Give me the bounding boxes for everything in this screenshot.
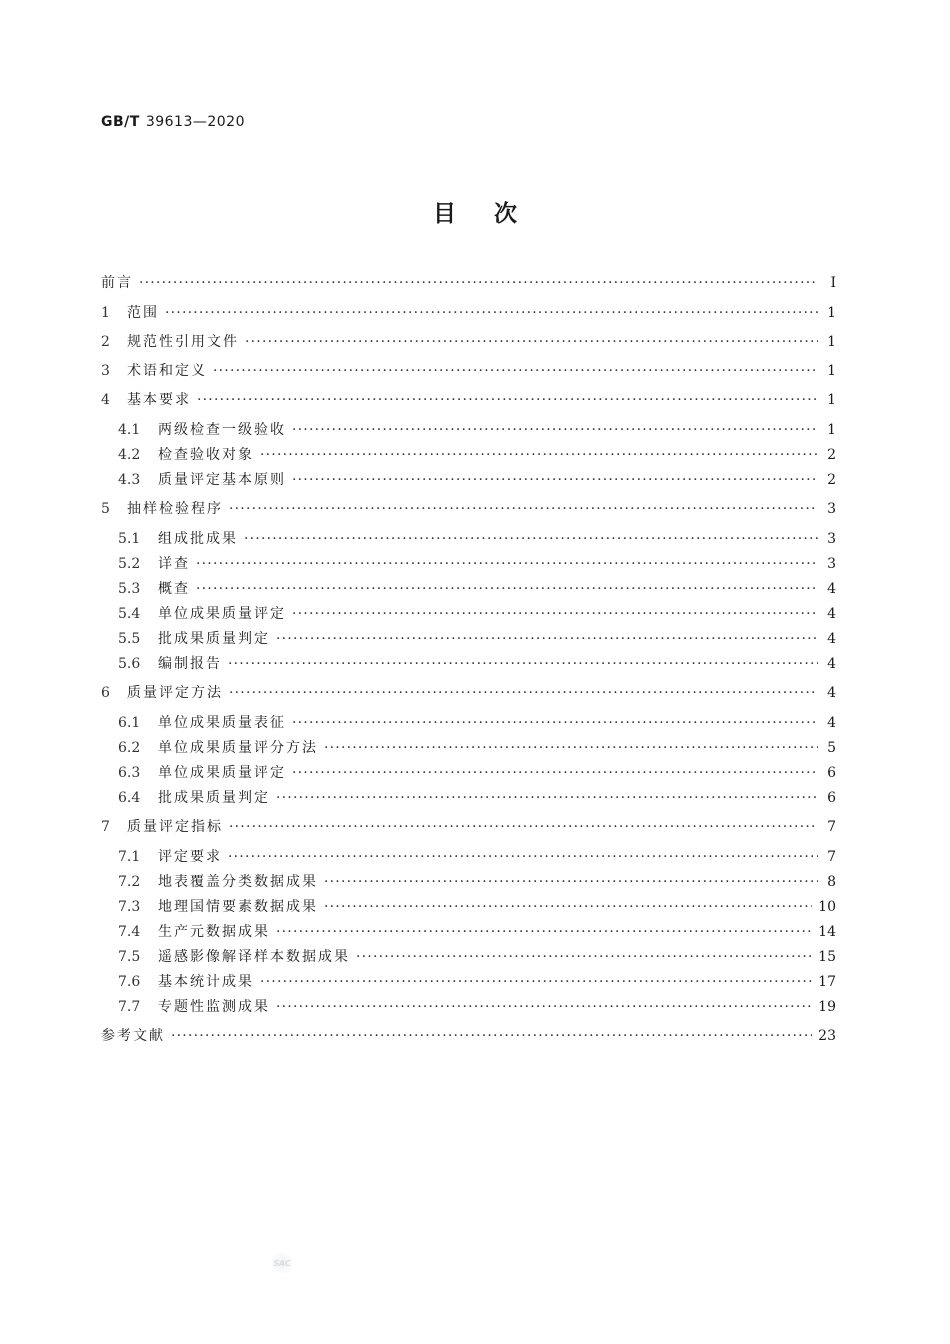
toc-entry-number: 4.2 [118,447,141,463]
toc-entry-label: 抽样检验程序 [127,501,223,517]
toc-entry-number: 5.3 [118,581,141,597]
toc-entry-page: 1 [818,302,836,324]
toc-entry-number: 5.5 [118,631,141,647]
toc-entry-label: 组成批成果 [158,531,238,547]
toc-entry[interactable] [118,846,836,868]
toc-entry[interactable] [118,762,836,784]
toc-entry-label: 规范性引用文件 [127,334,239,350]
toc-entry-number: 7.5 [118,949,141,965]
toc-entry-label: 生产元数据成果 [158,924,270,940]
standard-code [101,114,245,130]
toc-entry-label: 批成果质量判定 [158,631,270,647]
toc-leader-dots [356,946,812,968]
toc-entry-page: 3 [818,528,836,550]
toc-leader-dots [171,1025,812,1047]
toc-entry-number: 6.4 [118,790,141,806]
toc-entry-number: 3 [101,363,110,379]
toc-leader-dots [196,578,818,600]
toc-leader-dots [229,682,818,704]
toc-entry-page: 4 [818,628,836,650]
toc-entry-page: 3 [818,498,836,520]
toc-entry-label: 质量评定指标 [127,819,223,835]
toc-leader-dots [276,628,818,650]
toc-entry-label: 详查 [158,556,190,572]
toc-leader-dots [324,896,812,918]
toc-entry-label: 单位成果质量评定 [158,765,286,781]
toc-entry[interactable] [118,578,836,600]
toc-entry[interactable] [118,946,836,968]
toc-entry-number: 4.3 [118,472,141,488]
toc-leader-dots [292,712,818,734]
toc-entry-label: 地表覆盖分类数据成果 [158,874,318,890]
toc-leader-dots [276,921,812,943]
toc-entry-label: 基本统计成果 [158,974,254,990]
toc-entry-page: 7 [818,816,836,838]
toc-title: 目次 [433,201,555,227]
toc-leader-dots [276,787,818,809]
toc-entry-page: 4 [818,653,836,675]
toc-entry[interactable] [101,498,836,520]
toc-leader-dots [228,846,818,868]
toc-leader-dots [228,653,818,675]
toc-entry-page: 4 [818,712,836,734]
toc-leader-dots [292,469,818,491]
toc-entry[interactable] [118,603,836,625]
toc-entry-page: 23 [812,1025,836,1047]
toc-entry-number: 1 [101,305,110,321]
toc-entry-page: 19 [812,996,836,1018]
toc-entry-label: 单位成果质量评定 [158,606,286,622]
toc-entry-page: 4 [818,682,836,704]
toc-entry-page: 1 [818,419,836,441]
toc-entry-label: 范围 [127,305,159,321]
toc-leader-dots [165,302,818,324]
toc-entry-label: 单位成果质量评分方法 [158,740,318,756]
toc-entry-label: 质量评定方法 [127,685,223,701]
toc-leader-dots [213,360,818,382]
toc-entry-page: 6 [818,762,836,784]
toc-entry-number: 5.4 [118,606,141,622]
toc-entry-number: 5.1 [118,531,141,547]
toc-entry-label: 遥感影像解译样本数据成果 [158,949,350,965]
toc-entry[interactable] [118,712,836,734]
toc-leader-dots [260,444,818,466]
toc-entry[interactable] [101,682,836,704]
toc-entry-number: 6.2 [118,740,141,756]
toc-entry[interactable] [118,628,836,650]
toc-entry-label: 基本要求 [127,392,191,408]
toc-entry-page: 8 [818,871,836,893]
toc-leader-dots [324,871,818,893]
toc-entry-page: 17 [812,971,836,993]
toc-entry-label: 编制报告 [158,656,222,672]
toc-entry-page: 5 [818,737,836,759]
toc-entry-label: 前言 [101,275,133,291]
toc-entry-number: 6.1 [118,715,141,731]
toc-entry-page: 7 [818,846,836,868]
standard-number: 39613—2020 [145,114,245,130]
toc-entry-label: 检查验收对象 [158,447,254,463]
toc-entry-page: 15 [812,946,836,968]
toc-entry-number: 7.1 [118,849,141,865]
toc-entry-number: 5.6 [118,656,141,672]
toc-entry-page: I [818,272,836,294]
toc-entry-number: 7.3 [118,899,141,915]
toc-leader-dots [229,816,818,838]
toc-entry-label: 两级检查一级验收 [158,422,286,438]
toc-leader-dots [292,419,818,441]
toc-entry-page: 1 [818,360,836,382]
toc-leader-dots [244,528,818,550]
toc-entry[interactable] [118,871,836,893]
toc-entry[interactable] [118,528,836,550]
toc-entry[interactable] [118,921,836,943]
toc-entry[interactable] [101,272,836,294]
toc-entry-page: 4 [818,603,836,625]
toc-leader-dots [197,389,818,411]
toc-entry-label: 参考文献 [101,1028,165,1044]
toc-entry-page: 2 [818,469,836,491]
toc-entry[interactable] [118,737,836,759]
toc-entry[interactable] [101,1025,836,1047]
toc-leader-dots [139,272,818,294]
toc-entry-label: 批成果质量判定 [158,790,270,806]
toc-entry[interactable] [118,553,836,575]
toc-entry-number: 7 [101,819,110,835]
toc-entry-label: 单位成果质量表征 [158,715,286,731]
toc-entry[interactable] [118,444,836,466]
toc-entry-label: 地理国情要素数据成果 [158,899,318,915]
toc-entry[interactable] [101,389,836,411]
toc-leader-dots [324,737,818,759]
toc-entry[interactable] [118,971,836,993]
toc-entry-number: 5 [101,501,110,517]
toc-entry-page: 4 [818,578,836,600]
toc-entry-number: 5.2 [118,556,141,572]
toc-entry-number: 4 [101,392,110,408]
toc-entry-number: 7.2 [118,874,141,890]
toc-entry-page: 14 [812,921,836,943]
toc-entry[interactable] [118,787,836,809]
toc-entry-page: 3 [818,553,836,575]
toc-leader-dots [292,603,818,625]
toc-entry[interactable] [118,896,836,918]
toc-leader-dots [292,762,818,784]
toc-leader-dots [276,996,812,1018]
toc-entry-number: 6 [101,685,110,701]
toc-entry-number: 7.6 [118,974,141,990]
toc-entry-label: 专题性监测成果 [158,999,270,1015]
toc-entry[interactable] [118,996,836,1018]
toc-entry-label: 概查 [158,581,190,597]
sac-watermark-logo: SAC [269,1252,295,1274]
toc-entry-number: 7.4 [118,924,141,940]
toc-entry-page: 10 [812,896,836,918]
toc-entry-page: 1 [818,331,836,353]
toc-entry-label: 评定要求 [158,849,222,865]
toc-entry[interactable] [101,331,836,353]
toc-entry-number: 4.1 [118,422,141,438]
toc-leader-dots [196,553,818,575]
toc-entry-page: 1 [818,389,836,411]
toc-leader-dots [245,331,818,353]
toc-entry-number: 7.7 [118,999,141,1015]
toc-entry-number: 2 [101,334,110,350]
toc-leader-dots [260,971,812,993]
toc-entry-label: 质量评定基本原则 [158,472,286,488]
toc-entry-page: 6 [818,787,836,809]
toc-entry[interactable] [101,302,836,324]
toc-entry[interactable] [101,816,836,838]
toc-leader-dots [229,498,818,520]
toc-entry[interactable] [101,360,836,382]
standard-prefix: GB/T [101,114,140,130]
toc-entry[interactable] [118,653,836,675]
toc-entry-number: 6.3 [118,765,141,781]
toc-entry-page: 2 [818,444,836,466]
toc-entry-label: 术语和定义 [127,363,207,379]
toc-entry[interactable] [118,419,836,441]
toc-entry[interactable] [118,469,836,491]
